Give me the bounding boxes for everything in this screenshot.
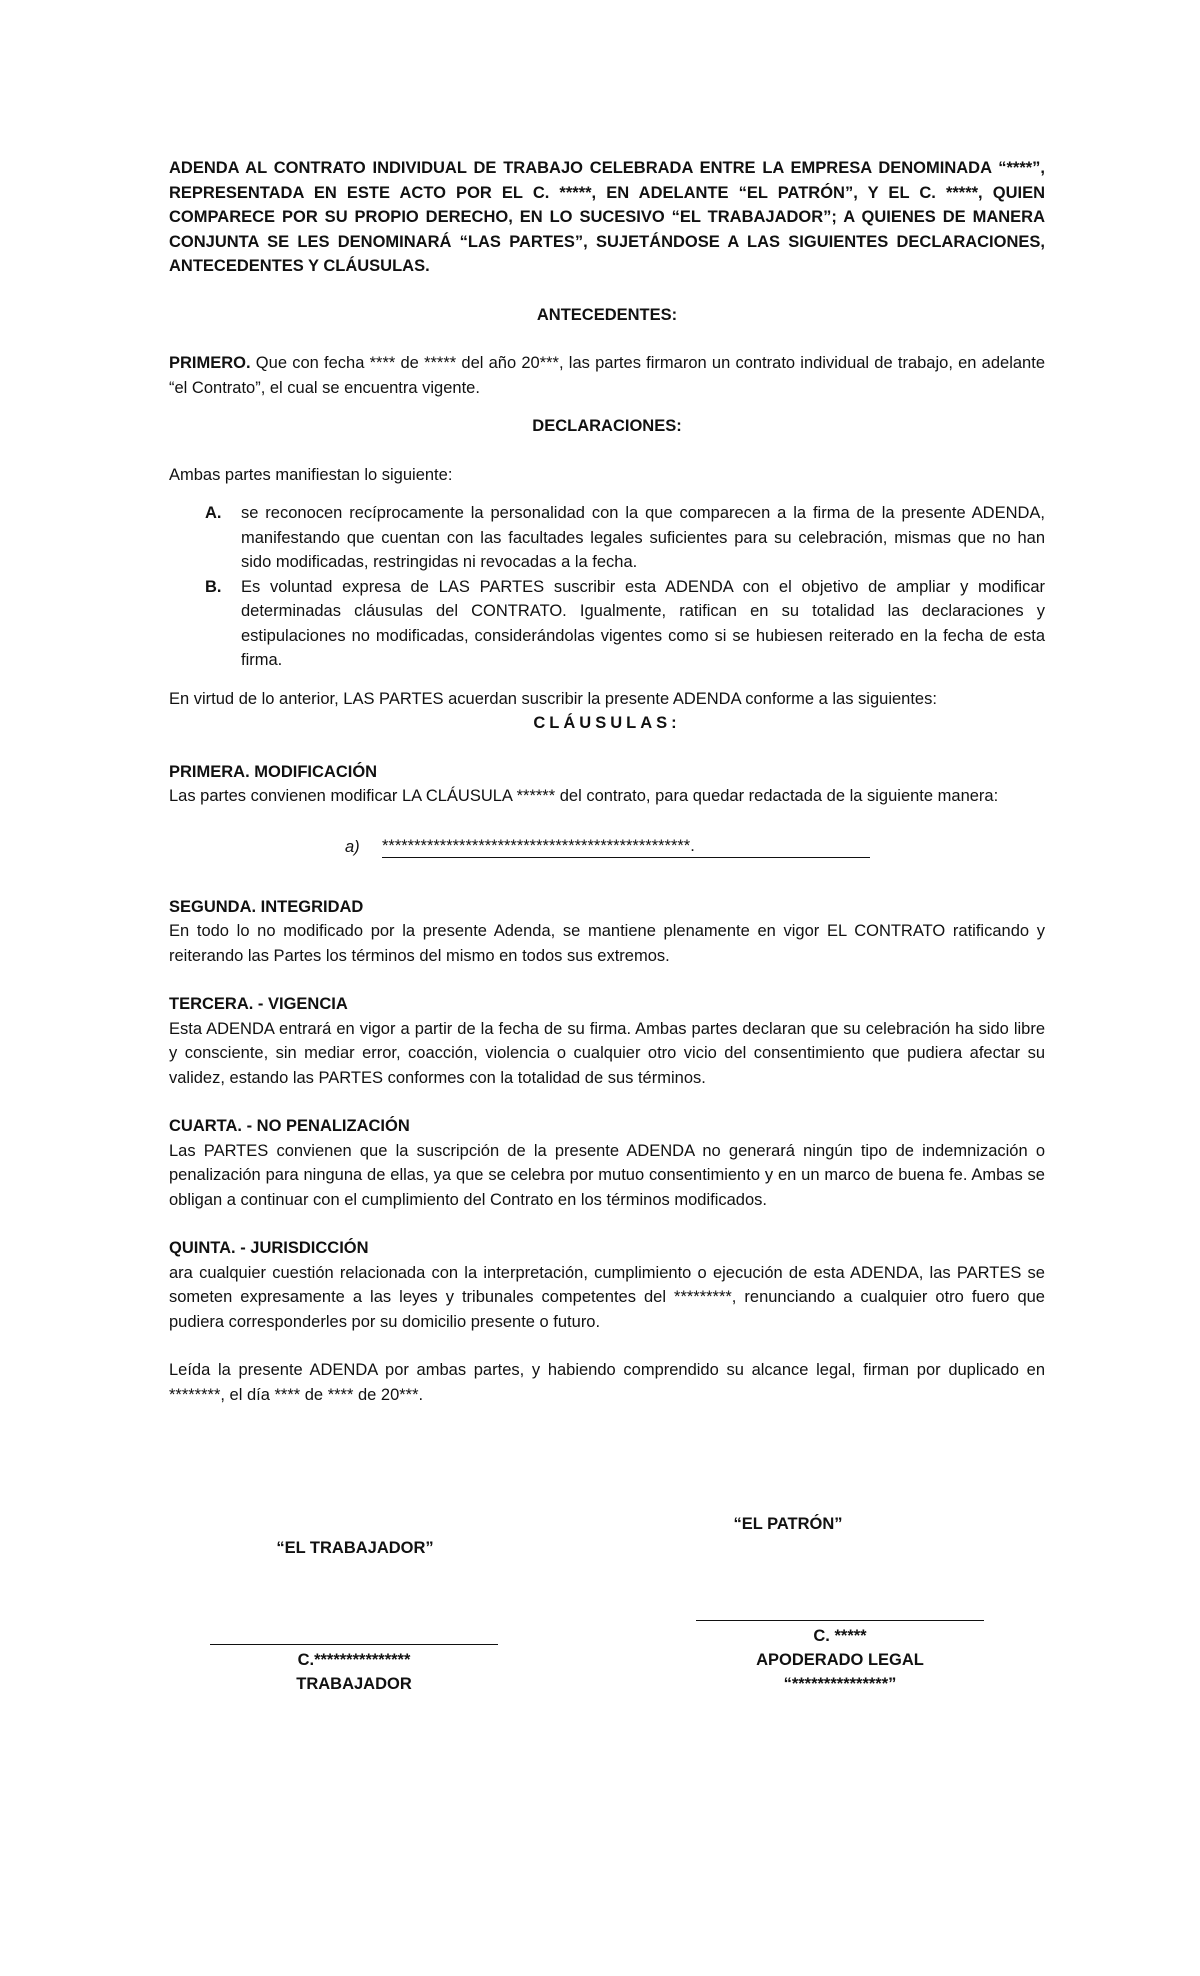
document-title: ADENDA AL CONTRATO INDIVIDUAL DE TRABAJO CELEBRADA ENTRE LA EMPRESA DENOMINADA “****”, REPRESENTADA EN ESTE ACTO POR EL C. *****, EN ADELANTE “EL PATRÓN”, Y EL C. *****, QUIEN COMPARECE POR SU PROPIO DERECHO, EN LO SUCESIVO “EL TRABAJADOR”; A QUIENES DE MANERA CONJUNTA SE LES DENOMINARÁ “LAS PARTES”, SUJETÁNDOSE A LAS SIGUIENTES DECLARACIONES, ANTECEDENTES Y CLÁUSULAS. — [169, 159, 1045, 275]
declaraciones-closing: En virtud de lo anterior, LAS PARTES acuerdan suscribir la presente ADENDA conforme a las siguientes: — [169, 689, 937, 708]
declaracion-letter-b: B. — [205, 577, 222, 596]
clausula-segunda-title: SEGUNDA. INTEGRIDAD — [169, 897, 364, 916]
clausula-tercera-title: TERCERA. - VIGENCIA — [169, 995, 348, 1013]
clausula-tercera-text: Esta ADENDA entrará en vigor a partir de la fecha de su firma. Ambas partes declaran que su celebración ha sido libre y consciente, sin mediar error, coacción, violencia o cualquier otro vicio del consentimiento que pudiera afectar su validez, estando las PARTES conformes con la totalidad de sus términos. — [169, 1019, 1045, 1087]
clausula-primera-title: PRIMERA. MODIFICACIÓN — [169, 762, 378, 781]
antecedente-primero-text: Que con fecha **** de ***** del año 20***, las partes firmaron un contrato individual de trabajo, en adelante “el Contrato”, el cual se encuentra vigente. — [169, 354, 1045, 397]
patron-label: “EL PATRÓN” — [733, 1515, 843, 1533]
clausula-cuarta-text: Las PARTES convienen que la suscripción de la presente ADENDA no generará ningún tipo de indemnización o penalización para ninguna de ellas, ya que se celebra por mutuo consentimiento y en un marco de buena fe. Ambas se obligan a continuar con el cumplimiento del Contrato en los términos modificados. — [169, 1141, 1045, 1209]
clausulas-heading: CLÁUSULAS: — [533, 714, 681, 732]
trabajador-label: “EL TRABAJADOR” — [276, 1539, 434, 1557]
document-body — [169, 156, 1045, 1407]
clausula-cuarta-title: CUARTA. - NO PENALIZACIÓN — [169, 1117, 410, 1135]
declaraciones-heading: DECLARACIONES: — [532, 417, 682, 435]
trabajador-signature-line — [210, 1644, 498, 1645]
trabajador-name: C.*************** — [297, 1651, 411, 1669]
patron-company: “***************” — [783, 1675, 897, 1693]
clausula-quinta-title: QUINTA. - JURISDICCIÓN — [169, 1239, 369, 1257]
declaraciones-intro: Ambas partes manifiestan lo siguiente: — [169, 465, 453, 484]
antecedente-primero-label: PRIMERO. — [169, 354, 251, 372]
clausula-segunda-text: En todo lo no modificado por la presente Adenda, se mantiene plenamente en vigor EL CONTRATO ratificando y reiterando las Partes los términos del mismo en todos sus extremos. — [169, 922, 1045, 965]
subitem-text: ************************************************. — [382, 835, 870, 858]
trabajador-role: TRABAJADOR — [296, 1675, 412, 1693]
declaracion-text-a: se reconocen recíprocamente la personalidad con la que comparecen a la firma de la presente ADENDA, manifestando que cuentan con las facultades legales suficientes para su celebración, mismas que no han sido modificadas, restringidas ni revocadas a la fecha. — [241, 504, 1045, 571]
declaracion-text-b: Es voluntad expresa de LAS PARTES suscribir esta ADENDA con el objetivo de ampliar y modificar determinadas cláusulas del CONTRATO. Igualmente, ratifican en su totalidad las declaraciones y estipulaciones no modificadas, considerándolas vigentes como si se hubiesen reiterado en la fecha de esta firma. — [241, 577, 1045, 669]
antecedentes-heading: ANTECEDENTES: — [536, 305, 678, 324]
clausula-primera-text: Las partes convienen modificar LA CLÁUSULA ****** del contrato, para quedar redactada de la siguiente manera: — [169, 787, 999, 805]
declaracion-item-a — [169, 501, 1045, 575]
antecedente-primero — [169, 351, 1045, 400]
patron-signature-line — [696, 1620, 984, 1621]
document-closing: Leída la presente ADENDA por ambas partes, y habiendo comprendido su alcance legal, firman por duplicado en ********, el día **** de **** de 20***. — [169, 1361, 1045, 1404]
clausula-primera-subitem — [169, 835, 1045, 861]
subitem-letter: a) — [345, 837, 360, 856]
patron-name: C. ***** — [813, 1627, 867, 1645]
declaracion-letter-a: A. — [205, 504, 222, 522]
declaraciones-list — [169, 501, 1045, 673]
declaracion-item-b — [169, 575, 1045, 673]
patron-role: APODERADO LEGAL — [756, 1651, 924, 1669]
clausula-quinta-text: ara cualquier cuestión relacionada con la interpretación, cumplimiento o ejecución de esta ADENDA, las PARTES se someten expresamente a las leyes y tribunales competentes del *********, renunciando a cualquier otro fuero que pudiera corresponderles por su domicilio presente o futuro. — [169, 1263, 1045, 1331]
